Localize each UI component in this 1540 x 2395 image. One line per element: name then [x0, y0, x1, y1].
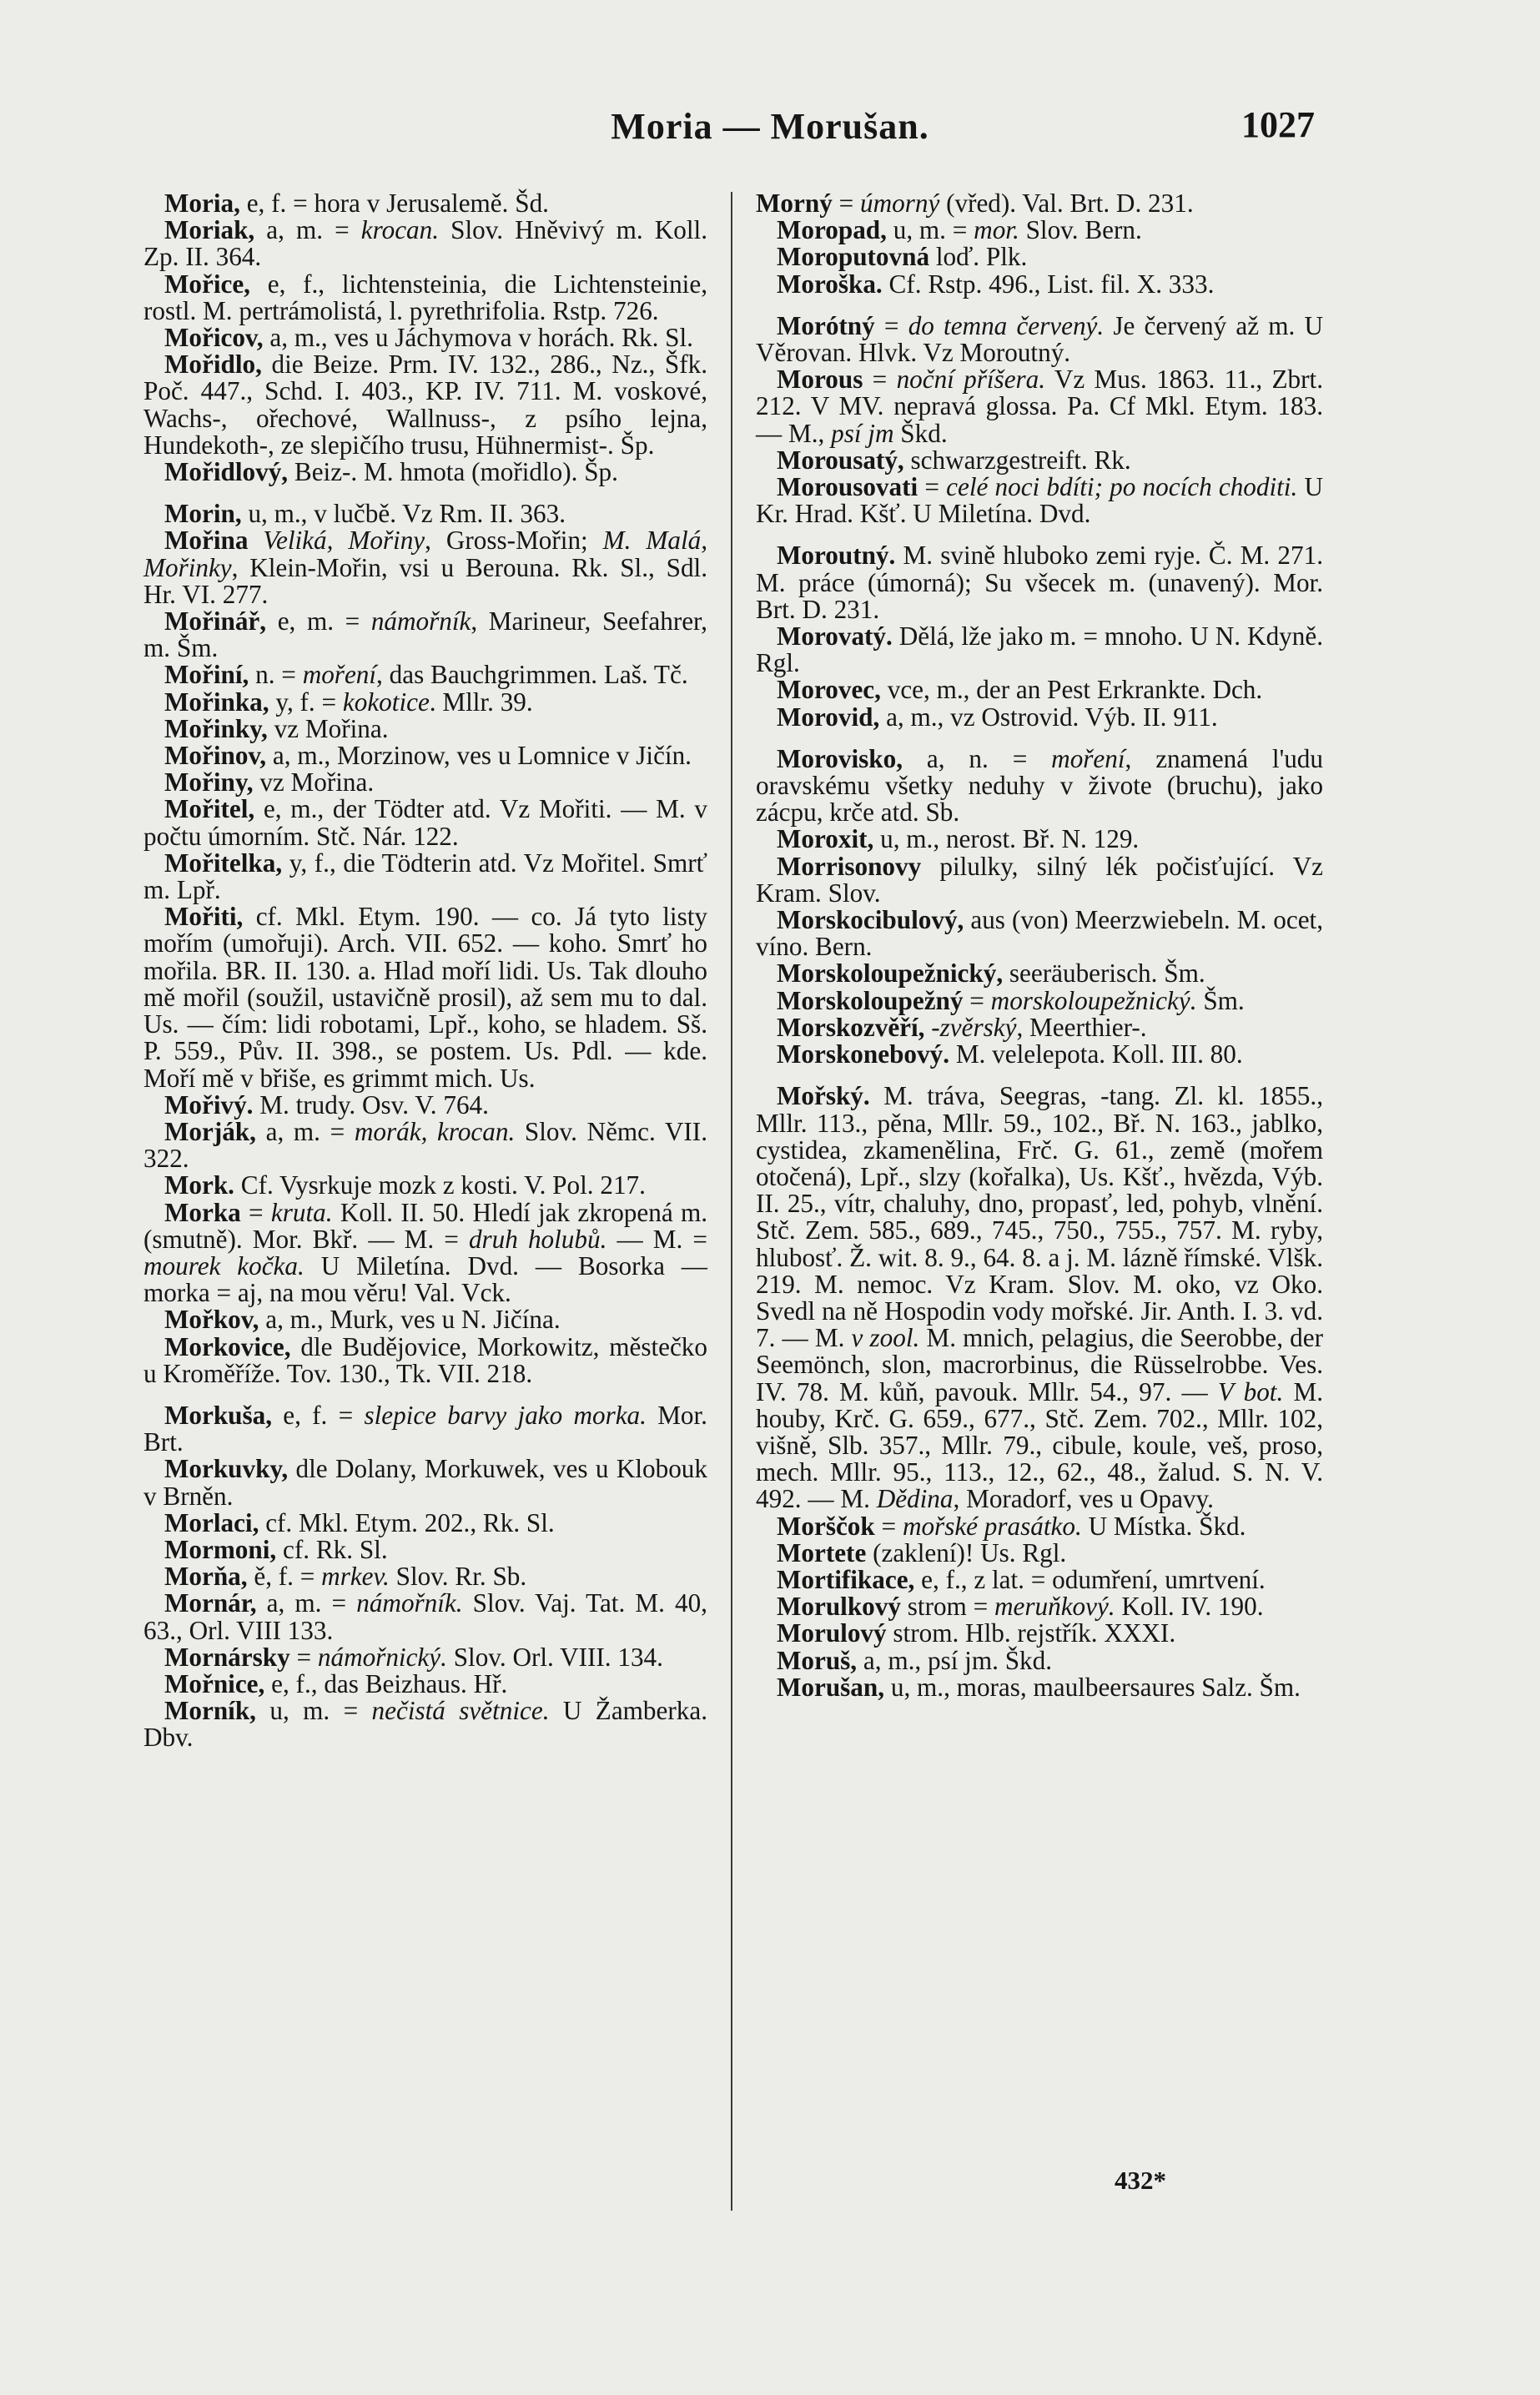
entry-headword: Morulový [776, 1618, 887, 1648]
entry-text: strom. Hlb. rejstřík. XXXI. [886, 1618, 1176, 1648]
entry-text: , Meerthier-. [1016, 1012, 1147, 1042]
entry-text: e, f. = [272, 1400, 365, 1430]
entry-italic-text: noční příšera. [896, 365, 1046, 395]
dictionary-entry [143, 1507, 707, 1537]
dictionary-entry [756, 1620, 1323, 1647]
entry-text: U Miletína. Dvd. — Bosorka — morka = aj, na mou věru! Val. Vck. [143, 1250, 707, 1308]
entry-text: (zaklení)! Us. Rgl. [866, 1537, 1067, 1567]
entry-text: , Gross-Mořin; [425, 526, 603, 556]
entry-headword: Morščok [776, 1511, 875, 1541]
entry-headword: Morskonebový. [776, 1039, 950, 1069]
entry-headword: Mortete [776, 1537, 867, 1567]
entry-text: a, m., ves u Jáchymova v horách. Rk. Sl. [263, 323, 693, 353]
dictionary-entry [756, 826, 1323, 853]
entry-italic-text: mourek kočka. [143, 1250, 304, 1281]
dictionary-entry [756, 1564, 1323, 1594]
entry-text: vz Mořina. [253, 767, 375, 797]
dictionary-entry [143, 1331, 707, 1388]
entry-text: . Mllr. 39. [429, 687, 533, 717]
entry-headword: Morótný [776, 310, 875, 340]
signature-mark: 432* [1115, 2166, 1166, 2195]
entry-italic-text: celé noci bdíti; po nocích choditi. [946, 472, 1298, 502]
dictionary-entry [143, 662, 707, 688]
entry-text: e, f., lichtensteinia, die Lichtensteinie, rostl. M. pertrámolistá, l. pyrethrifolia. Rstp. 726. [143, 269, 707, 325]
entry-headword: Morovatý. [776, 621, 893, 652]
entry-text: = [832, 189, 860, 218]
entry-italic-text: morák, krocan. [354, 1116, 516, 1146]
entry-italic-text: nečistá světnice. [371, 1696, 550, 1726]
entry-text: loď. Plk. [929, 242, 1028, 272]
entry-headword: Moropad, [776, 215, 887, 245]
dictionary-entry [756, 1593, 1323, 1620]
entry-headword: Mořidlo, [164, 350, 262, 380]
entry-italic-text: námořník. [356, 1588, 463, 1618]
entry-text: a, m. = [254, 215, 361, 245]
entry-headword: Morousatý, [776, 445, 904, 475]
dictionary-entry [756, 1041, 1323, 1068]
dictionary-entry [143, 1402, 707, 1456]
dictionary-entry [143, 689, 707, 716]
entry-headword: Morka [164, 1197, 241, 1227]
entry-headword: Morkuvky, [164, 1454, 289, 1484]
entry-text: y, f., die Tödterin atd. Vz Mořitel. Smrť m. Lpř. [143, 848, 707, 905]
entry-headword: Morulkový [776, 1592, 901, 1622]
entry-text: , Marineur, Seefahrer, m. Šm. [143, 606, 707, 663]
entry-text: , Klein-Mořin, vsi u Berouna. Rk. Sl., Sdl. Hr. VI. 277. [143, 552, 707, 609]
entry-text: y, f. = [269, 687, 343, 717]
dictionary-entry [756, 271, 1323, 298]
entry-text: cf. Rk. Sl. [276, 1534, 388, 1564]
entry-text: dle Dolany, Morkuwek, ves u Klobouk v Brněn. [143, 1454, 707, 1511]
entry-italic-text: do temna červený. [908, 310, 1105, 340]
entry-text: M. svině hluboko zemi ryje. Č. M. 271. M. práce (úmorná); Su všecek m. (unavený). Mor. Brt. D. 231. [756, 541, 1323, 624]
entry-headword: Moruš, [776, 1645, 858, 1675]
entry-text: e, f. = hora v Jerusalemě. Šd. [239, 189, 549, 218]
dictionary-entry [143, 1197, 707, 1308]
entry-headword: Mořina [164, 526, 249, 556]
entry-headword: Mořiny, [164, 767, 254, 797]
entry-text: a, n. = [903, 743, 1052, 773]
entry-italic-text: moření [1051, 743, 1125, 773]
dictionary-entry [756, 623, 1323, 677]
dictionary-entry [756, 704, 1323, 731]
dictionary-entry [143, 1306, 707, 1333]
dictionary-entry [143, 796, 707, 849]
entry-italic-text: kruta. [270, 1197, 333, 1227]
entry-text [248, 526, 263, 555]
entry-text: cf. Mkl. Etym. 202., Rk. Sl. [259, 1507, 555, 1537]
entry-italic-text: slepice barvy jako morka. [364, 1400, 647, 1430]
entry-italic-text: námořnický. [317, 1642, 447, 1672]
entry-text: a, m., vz Ostrovid. Výb. II. 911. [879, 702, 1218, 732]
entry-text: Slov. Hněvivý m. Koll. Zp. II. 364. [143, 215, 707, 272]
dictionary-entry [756, 1674, 1323, 1701]
entry-text: seeräuberisch. Šm. [1003, 959, 1205, 989]
right-column [756, 190, 1323, 1701]
dictionary-entry [756, 447, 1323, 474]
entry-text: Škd. [893, 418, 948, 448]
dictionary-entry [756, 677, 1323, 703]
entry-headword: Morný [756, 189, 833, 218]
dictionary-entry [756, 1513, 1323, 1540]
entry-headword: Moria, [164, 189, 240, 218]
entry-italic-text: mor. [974, 215, 1019, 245]
dictionary-entry [756, 310, 1323, 368]
entry-headword: Morousovati [776, 472, 918, 502]
entry-text: Koll. II. 50. Hledí jak zkropená m. (smutně). Mor. Bkř. — M. = [143, 1197, 707, 1254]
entry-headword: Mornár, [164, 1588, 257, 1618]
entry-text: Šm. [1196, 985, 1245, 1015]
entry-text: M. tráva, Seegras, -tang. Zl. kl. 1855., Mllr. 113., pěna, Mllr. 59., 102., Bř. N. 163., jablko, cystidea, zkamenělina, Frč. G. 61., země (mořem otočená), Lpř., slzy (kořalka), Us. Kšť., hvězda, Výb. II. 25., vítr, chaluhy, dno, propasť, led, pohyb, vlnění. Stč. Zem. 585., 689., 745., 750., 755., 757. M. ryby, hlubosť. Ž. wit. 8. 9., 64. 8. a j. M. lázně římské. Vlšk. 219. M. nemoc. Vz Kram. Slov. M. oko, vz Oko. Svedl na ně Hospodin vody mořské. Jir. Anth. I. 3. vd. 7. — M. [756, 1081, 1323, 1353]
entry-text: = [874, 310, 908, 340]
dictionary-entry [143, 608, 707, 662]
entry-headword: Mořinka, [164, 687, 269, 717]
entry-headword: Mork. [164, 1170, 234, 1200]
entry-text: Mor. Brt. [143, 1400, 707, 1457]
entry-text: a, m., Murk, ves u N. Jičína. [259, 1305, 561, 1335]
entry-text: M. trudy. Osv. V. 764. [253, 1089, 489, 1120]
entry-italic-text: moření [302, 660, 377, 690]
entry-italic-text: morskoloupežnický. [990, 985, 1197, 1015]
entry-italic-text: Veliká, Mořiny [263, 526, 425, 556]
dictionary-entry [143, 459, 707, 486]
entry-italic-text: druh holubů. [468, 1224, 607, 1254]
entry-headword: Morlaci, [164, 1507, 259, 1537]
entry-text: U Žamberka. Dbv. [143, 1696, 707, 1753]
entry-headword: Mořinář, [164, 606, 267, 636]
entry-headword: Mořiní, [164, 660, 249, 690]
entry-headword: Morrisonovy [776, 851, 922, 881]
dictionary-entry [143, 1116, 707, 1174]
entry-text: Slov. Bern. [1019, 215, 1142, 245]
dictionary-entry [143, 190, 707, 217]
entry-headword: Morovec, [776, 675, 881, 705]
entry-italic-text: mrkev. [321, 1562, 390, 1592]
entry-headword: Moroxit, [776, 824, 874, 854]
entry-text: U Místka. Škd. [1081, 1511, 1246, 1541]
entry-headword: Mořinky, [164, 713, 268, 743]
entry-text: — M. = [606, 1224, 707, 1254]
entry-text: M. mnich, pelagius, die Seerobbe, der Seemönch, slon, macrorbinus, die Rüsselrobbe. Ves. IV. 78. M. kůň, pavouk. Mllr. 54., 97. — [756, 1323, 1323, 1406]
entry-text: e, f., das Beizhaus. Hř. [264, 1668, 508, 1698]
entry-text: strom = [900, 1592, 994, 1622]
entry-text: u, m. = [886, 215, 974, 245]
entry-text: Dělá, lže jako m. = mnoho. U N. Kdyně. Rgl. [756, 621, 1323, 678]
entry-headword: Morin, [164, 499, 242, 529]
entry-text: Cf. Rstp. 496., List. fil. X. 333. [882, 269, 1215, 299]
entry-text: = [963, 985, 991, 1015]
entry-text: ě, f. = [247, 1562, 322, 1592]
entry-headword: Morkovice, [164, 1331, 291, 1361]
entry-text: Vz Mus. 1863. 11., Zbrt. 212. V MV. nepravá glossa. Pa. Cf Mkl. Etym. 183. — M., [756, 365, 1323, 448]
entry-text: , znamená l'udu oravskému všetky neduhy v živote (bruchu), jako zácpu, krče atd. Sb. [756, 743, 1323, 828]
entry-text: pilulky, silný lék počisťující. Vz Kram. Slov. [756, 851, 1323, 908]
dictionary-entry [143, 325, 707, 351]
dictionary-entry [143, 850, 707, 903]
entry-italic-text: Dědina [876, 1484, 954, 1514]
dictionary-entry [756, 960, 1323, 987]
entry-headword: Morják, [164, 1116, 256, 1146]
entry-text: die Beize. Prm. IV. 132., 286., Nz., Šfk. Poč. 447., Schd. I. 403., KP. IV. 711. M. voskové, Wachs-, ořechové, Wallnuss-, z psího lejna, Hundekoth-, ze slepičího trusu, Hühnermist-. Šp. [143, 350, 707, 460]
entry-headword: Mormoni, [164, 1534, 277, 1564]
entry-text: aus (von) Meerzwiebeln. M. ocet, víno. Bern. [756, 905, 1323, 962]
dictionary-entry [756, 907, 1323, 960]
entry-text: u, m., nerost. Bř. N. 129. [873, 824, 1140, 854]
dictionary-entry [143, 1172, 707, 1199]
entry-text: Slov. Orl. VIII. 134. [446, 1642, 663, 1672]
entry-headword: Morník, [164, 1696, 256, 1726]
entry-text: e, m. = [266, 606, 371, 636]
entry-text: cf. Mkl. Etym. 190. — co. Já tyto listy mořím (umořuji). Arch. VII. 652. — koho. Smrť ho mořila. BR. II. 130. a. Hlad moří lidi. Us. Tak dlouho mě mořil (soužil, ustavičně prosil), až sem mu to dal. Us. — čím: lidi robotami, Lpř., koho, se hladem. Sš. P. 559., Pův. II. 398., se postem. Us. Pdl. — kde. Moří mě v břiše, es grimmt mich. Us. [143, 902, 707, 1093]
page-header [0, 98, 1540, 148]
dictionary-entry [756, 474, 1323, 527]
dictionary-entry [143, 1563, 707, 1590]
entry-headword: Mořice, [164, 269, 250, 299]
entry-text: e, f., z lat. = odumření, umrtvení. [914, 1564, 1266, 1594]
entry-italic-text: M. Malá, Mořinky [143, 526, 708, 582]
entry-headword: Morskoloupežnický, [776, 959, 1004, 989]
dictionary-entry [143, 713, 707, 743]
dictionary-entry [756, 985, 1323, 1015]
entry-headword: Mořinov, [164, 741, 267, 771]
dictionary-entry [143, 1668, 707, 1698]
entry-text: (vřed). Val. Brt. D. 231. [939, 189, 1194, 218]
entry-italic-text: V bot. [1217, 1376, 1284, 1406]
entry-text: u, m., moras, maulbeersaures Salz. Šm. [884, 1672, 1301, 1702]
entry-text: = [863, 365, 897, 395]
dictionary-entry [756, 542, 1323, 623]
entry-headword: Mořicov, [164, 323, 264, 353]
dictionary-entry [143, 527, 707, 608]
entry-headword: Morskozvěří, [776, 1012, 925, 1042]
entry-text: Slov. Němc. VII. 322. [143, 1116, 707, 1174]
left-column [143, 190, 707, 1752]
entry-headword: Mortifikace, [776, 1564, 915, 1594]
entry-text: = [240, 1197, 271, 1227]
dictionary-entry [143, 742, 707, 769]
entry-text: Slov. Rr. Sb. [389, 1562, 527, 1592]
entry-text: e, m., der Tödter atd. Vz Mořiti. — M. v počtu úmorním. Stč. Nár. 122. [143, 794, 707, 851]
entry-headword: Morovisko, [776, 743, 903, 773]
dictionary-entry [756, 190, 1323, 217]
entry-text: = [874, 1511, 903, 1541]
entry-headword: Moriak, [164, 215, 255, 245]
entry-text: vce, m., der an Pest Erkrankte. Dch. [880, 675, 1263, 705]
dictionary-entry [143, 1590, 707, 1643]
entry-text: a, m., Morzinow, ves u Lomnice v Jičín. [266, 741, 692, 771]
entry-headword: Mořnice, [164, 1668, 265, 1698]
dictionary-entry [756, 1537, 1323, 1567]
entry-text: = [918, 472, 947, 502]
entry-headword: Mořivý. [164, 1089, 254, 1120]
entry-headword: Morovid, [776, 702, 880, 732]
entry-text: Cf. Vysrkuje mozk z kosti. V. Pol. 217. [234, 1170, 646, 1200]
dictionary-entry [143, 351, 707, 459]
dictionary-entry [143, 1644, 707, 1671]
entry-text: U Kr. Hrad. Kšť. U Miletína. Dvd. [756, 472, 1323, 529]
dictionary-entry [143, 1456, 707, 1509]
dictionary-entry [756, 244, 1323, 270]
entry-headword: Mořidlový, [164, 457, 289, 487]
entry-headword: Moroutný. [776, 541, 896, 571]
entry-italic-text: mořské prasátko. [902, 1511, 1082, 1541]
dictionary-entry [756, 366, 1323, 447]
entry-headword: Moroška. [776, 269, 883, 299]
entry-italic-text: v zool. [851, 1323, 920, 1353]
dictionary-entry [143, 1089, 707, 1120]
entry-text: , das Bauchgrimmen. Laš. Tč. [376, 660, 688, 690]
dictionary-entry [756, 1014, 1323, 1041]
dictionary-entry [143, 903, 707, 1091]
entry-text: Je červený až m. U Věrovan. Hlvk. Vz Moroutný. [756, 310, 1323, 368]
entry-italic-text: meruňkový. [994, 1592, 1115, 1622]
dictionary-entry [756, 1083, 1323, 1512]
entry-headword: Mořkov, [164, 1305, 259, 1335]
running-title: Moria — Morušan. [611, 106, 929, 147]
entry-headword: Morňa, [164, 1562, 248, 1592]
entry-text: a, m. = [255, 1116, 355, 1146]
entry-headword: Mořiti, [164, 902, 244, 932]
entry-italic-text: kokotice [342, 687, 430, 717]
dictionary-entry [143, 1534, 707, 1564]
dictionary-entry [756, 853, 1323, 907]
entry-text: u, m., v lučbě. Vz Rm. II. 363. [241, 499, 566, 529]
entry-headword: Morskocibulový, [776, 905, 964, 935]
entry-text: = [289, 1642, 318, 1672]
dictionary-entry [143, 769, 707, 796]
entry-text: M. velelepota. Koll. III. 80. [949, 1039, 1243, 1069]
entry-text: u, m. = [255, 1696, 372, 1726]
entry-headword: Mořitel, [164, 794, 255, 824]
entry-italic-text: námořník [370, 606, 471, 636]
entry-headword: Morušan, [776, 1672, 885, 1702]
dictionary-entry [756, 1645, 1323, 1675]
entry-headword: Mořitelka, [164, 848, 283, 878]
dictionary-entry [143, 1698, 707, 1751]
entry-text: a, m., psí jm. Škd. [857, 1645, 1053, 1675]
entry-text: n. = [249, 660, 303, 690]
entry-headword: Mornársky [164, 1642, 290, 1672]
entry-text: dle Budějovice, Morkowitz, městečko u Kroměříže. Tov. 130., Tk. VII. 218. [143, 1331, 707, 1388]
dictionary-entry [756, 217, 1323, 244]
entry-headword: Morous [776, 365, 863, 395]
entry-text: Slov. Vaj. Tat. M. 40, 63., Orl. VIII 133. [143, 1588, 707, 1645]
entry-italic-text: -zvěrský [931, 1012, 1017, 1042]
dictionary-entry [143, 501, 707, 527]
entry-headword: Morskoloupežný [776, 985, 964, 1015]
dictionary-entry [143, 217, 707, 270]
entry-italic-text: psí jm [831, 418, 894, 448]
dictionary-entry [143, 271, 707, 325]
entry-text: a, m. = [256, 1588, 357, 1618]
entry-headword: Mořský. [776, 1081, 870, 1111]
entry-text: schwarzgestreift. Rk. [903, 445, 1131, 475]
page-number: 1027 [1241, 104, 1315, 145]
entry-italic-text: krocan. [360, 215, 440, 245]
entry-text: vz Mořina. [267, 713, 389, 743]
entry-headword: Moroputovná [776, 242, 930, 272]
entry-headword: Morkuša, [164, 1400, 273, 1430]
entry-text: , Moradorf, ves u Opavy. [953, 1484, 1214, 1514]
entry-text: Beiz-. M. hmota (mořidlo). Šp. [288, 457, 618, 487]
column-divider [731, 192, 732, 2211]
entry-text: M. houby, Krč. G. 659., 677., Stč. Zem. 702., Mllr. 102, višně, Slb. 357., Mllr. 79., cibule, koule, veš, proso, mech. Mllr. 95., 113., 12., 62., 48., žalud. S. N. V. 492. — M. [756, 1376, 1324, 1514]
dictionary-entry [756, 743, 1323, 828]
entry-italic-text: úmorný [860, 189, 940, 218]
entry-text: Koll. IV. 190. [1115, 1592, 1264, 1622]
